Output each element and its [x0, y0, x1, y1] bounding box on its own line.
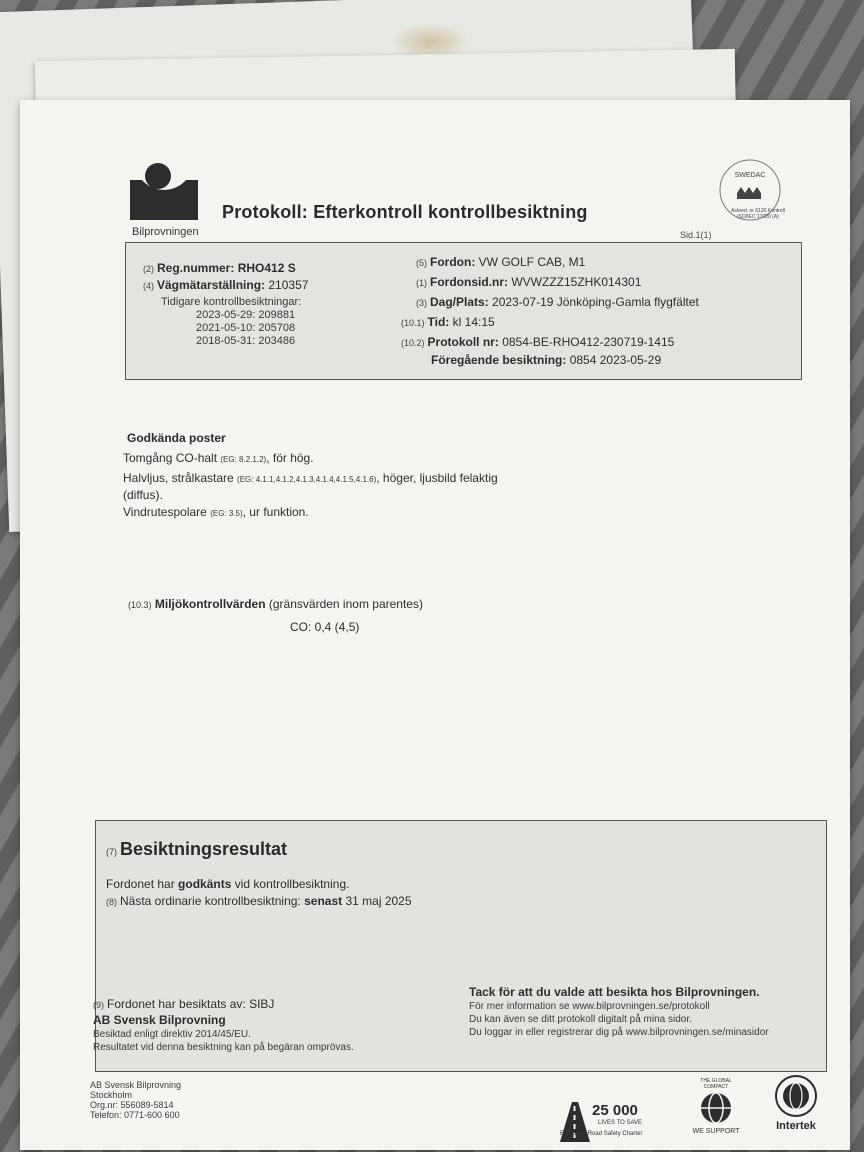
protocol-page [20, 100, 850, 1150]
logo-text: Bilprovningen [132, 226, 199, 238]
environment-heading: (10.3) Miljökontrollvärden (gränsvärden inom parentes) [128, 597, 423, 611]
road-safety-badge: 25 000 LIVES TO SAVE European Road Safety Charter [550, 1092, 660, 1142]
dag-plats-row: (3) Dag/Plats: 2023-07-19 Jönköping-Gamla flygfältet [416, 295, 699, 309]
result-line-1: Fordonet har godkänts vid kontrollbesiktning. [106, 877, 350, 891]
previous-inspection-3: 2018-05-31: 203486 [196, 335, 296, 347]
swedac-caption: Ackred. nr 6130 Kontroll ISO/IEC 17020 (A) [731, 208, 785, 220]
fordonsid-row: (1) Fordonsid.nr: WVWZZZ15ZHK014301 [416, 275, 642, 289]
globe-icon [698, 1090, 734, 1126]
protokoll-row: (10.2) Protokoll nr: 0854-BE-RHO412-230719-1415 [401, 335, 675, 349]
info-line-3: Du loggar in eller registrerar dig på www.bilprovningen.se/minasidor [469, 1027, 769, 1038]
certification-globe-icon [774, 1074, 818, 1118]
reg-number-row: (2) Reg.nummer: RHO412 S [143, 261, 296, 275]
approved-item-3: Vindrutespolare (EG: 3.5), ur funktion. [123, 505, 309, 519]
tid-row: (10.1) Tid: kl 14:15 [401, 315, 495, 329]
appeal-text: Resultatet vid denna besiktning kan på begäran omprövas. [93, 1042, 354, 1053]
svg-text:SWEDAC: SWEDAC [734, 172, 766, 179]
company-name: AB Svensk Bilprovning [93, 1013, 226, 1027]
footer-address: AB Svensk Bilprovning Stockholm Org.nr: 556089-5814 Telefon: 0771-600 600 [90, 1080, 182, 1120]
foregaende-row: Föregående besiktning: 0854 2023-05-29 [431, 353, 662, 367]
approved-item-2: Halvljus, strålkastare (EG: 4.1.1,4.1.2,4.1.3,4.1.4,4.1.5,4.1.6), höger, ljusbild felaktig [123, 471, 498, 485]
vehicle-info-box [125, 242, 802, 380]
odometer-row: (4) Vägmätarställning: 210357 [143, 278, 309, 292]
intertek-badge: Intertek [768, 1074, 824, 1144]
global-compact-badge: THE GLOBAL COMPACT WE SUPPORT [692, 1078, 740, 1135]
page-title: Protokoll: Efterkontroll kontrollbesiktning [222, 202, 588, 222]
approved-item-2-cont: (diffus). [123, 488, 163, 502]
result-title: (7) Besiktningsresultat [106, 839, 288, 859]
approved-item-1: Tomgång CO-halt (EG: 8.2.1.2), för hög. [123, 451, 314, 465]
page-number: Sid.1(1) [680, 230, 712, 240]
reg-number-value: RHO412 S [237, 261, 296, 275]
bilprovningen-logo-icon [128, 158, 204, 234]
result-box [95, 820, 827, 1072]
result-line-2: (8) Nästa ordinarie kontrollbesiktning: senast 31 maj 2025 [106, 894, 412, 908]
directive-text: Besiktad enligt direktiv 2014/45/EU. [93, 1029, 251, 1040]
info-line-2: Du kan även se ditt protokoll digitalt på mina sidor. [469, 1014, 692, 1025]
previous-inspection-2: 2021-05-10: 205708 [196, 322, 296, 334]
previous-heading: Tidigare kontrollbesiktningar: [161, 296, 302, 308]
co-value: CO: 0,4 (4,5) [290, 620, 360, 634]
approved-heading: Godkända poster [127, 431, 226, 445]
thanks-text: Tack för att du valde att besikta hos Bilprovningen. [469, 985, 760, 999]
fordon-row: (5) Fordon: VW GOLF CAB, M1 [416, 255, 586, 269]
inspected-by: (9) Fordonet har besiktats av: SIBJ [93, 997, 275, 1011]
info-line-1: För mer information se www.bilprovningen.se/protokoll [469, 1001, 710, 1012]
previous-inspection-1: 2023-05-29: 209881 [196, 309, 296, 321]
